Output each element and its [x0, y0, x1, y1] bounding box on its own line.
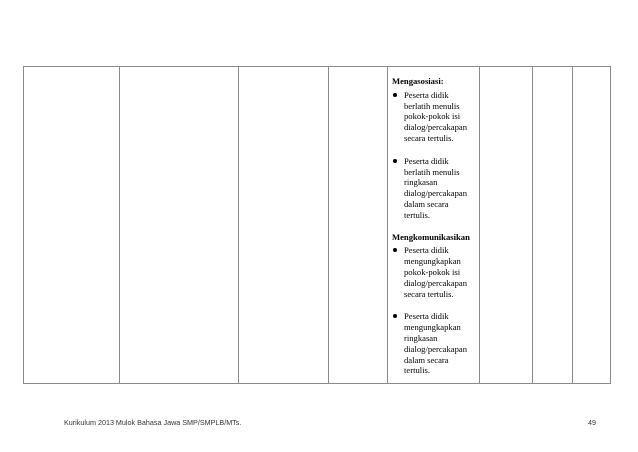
- bullet-icon: [393, 248, 397, 252]
- table-column-divider: [572, 67, 573, 383]
- bullet-icon: [393, 314, 397, 318]
- table-column-divider: [328, 67, 329, 383]
- lesson-table: [23, 66, 611, 384]
- section-heading: Mengkomunikasikan: [392, 231, 470, 242]
- section-heading: Mengasosiasi:: [392, 76, 444, 86]
- activity-cell: [392, 76, 482, 376]
- footer-text: Kurikulum 2013 Mulok Bahasa Jawa SMP/SMPLB/MTs.: [64, 418, 242, 427]
- table-column-divider: [238, 67, 239, 383]
- list-item: Peserta didik mengungkapkan pokok-pokok isi dialog/percakapan secara tertulis.: [392, 245, 482, 299]
- table-column-divider: [387, 67, 388, 383]
- list-item: Peserta didik berlatih menulis pokok-pokok isi dialog/percakapan secara tertulis.: [392, 90, 482, 144]
- table-column-divider: [532, 67, 533, 383]
- page-number: 49: [588, 418, 596, 427]
- list-item: Peserta didik mengungkapkan ringkasan dialog/percakapan dalam secara tertulis.: [392, 311, 482, 376]
- bullet-icon: [393, 93, 397, 97]
- bullet-icon: [393, 159, 397, 163]
- table-column-divider: [119, 67, 120, 383]
- list-item: Peserta didik berlatih menulis ringkasan dialog/percakapan dalam secara tertulis.: [392, 156, 482, 221]
